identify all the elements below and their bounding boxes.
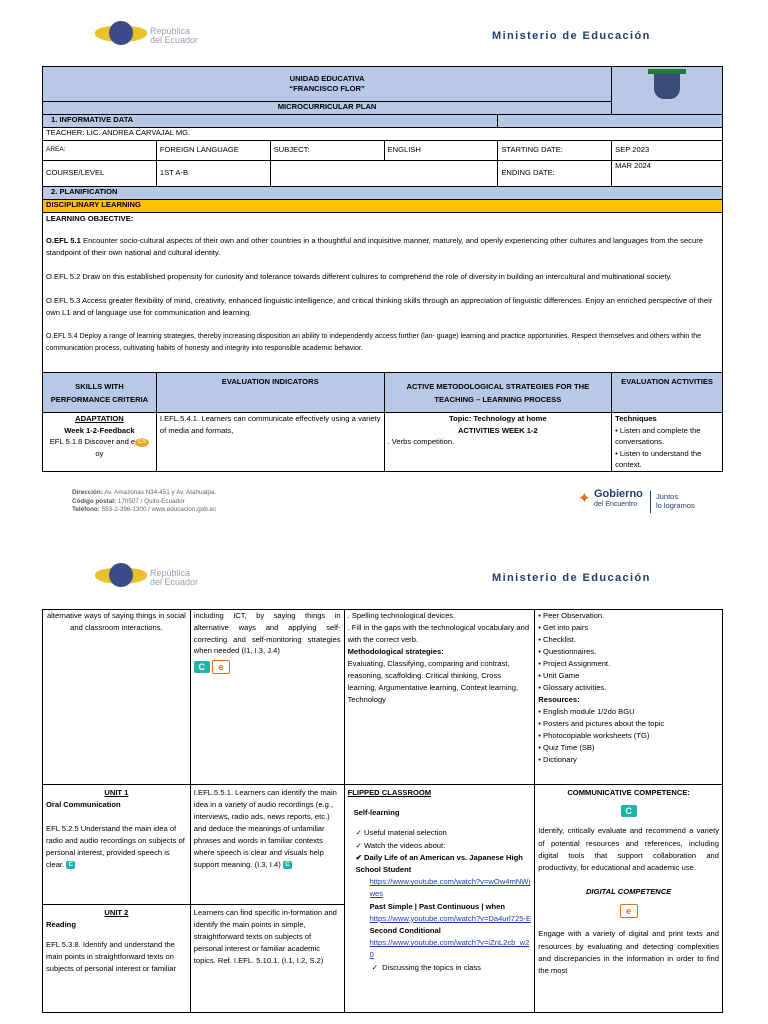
indicator-5-4-1-cont xyxy=(190,610,344,785)
digital-e-icon: e xyxy=(212,660,230,674)
col-header-activities xyxy=(612,373,723,413)
video3-title: Second Conditional xyxy=(369,926,441,936)
republic-line-1: República xyxy=(150,568,191,578)
teacher-cell: TEACHER: LIC. ANDREA CARVAJAL MG. xyxy=(43,128,723,141)
technique-5: • Checklist. xyxy=(538,635,576,644)
flipped-item-material-text: Useful material selection xyxy=(364,828,447,838)
unit1-title: UNIT 1 xyxy=(104,788,129,797)
technique-8: • Unit Game xyxy=(538,671,580,680)
indicator-5-4-1-cell: I.EFL.5.4.1. Learners can communicate effectively using a variety of media and formats, xyxy=(156,413,384,472)
objective-5-1 xyxy=(46,235,719,259)
start-value: SEP 2023 xyxy=(612,141,723,161)
activities-cont-cell xyxy=(535,610,723,785)
section-informative-blank xyxy=(498,115,723,128)
unit1-skill-c-icon: C xyxy=(66,861,75,869)
header-logo-republic-page2 xyxy=(95,562,155,590)
footer-address-block xyxy=(72,489,216,515)
resource-3: • Photocopiable worksheets (TG) xyxy=(538,731,650,740)
video3-link[interactable] xyxy=(370,937,532,961)
digital-competence-e-icon: e xyxy=(620,904,638,918)
unit1-subtitle: Oral Communication xyxy=(46,800,121,809)
end-label: ENDING DATE: xyxy=(498,161,612,187)
footer-postal xyxy=(72,498,216,507)
footer-phone-value: 593-2-396-1300 / www.educacion.gob.ec xyxy=(99,506,217,513)
objective-label: LEARNING OBJECTIVE: xyxy=(46,214,134,223)
skill-5-1-8-cont xyxy=(43,610,191,785)
video1-link[interactable] xyxy=(370,876,532,900)
technique-6: • Questionnaires. xyxy=(538,647,597,656)
flipped-discuss: ✓ Discussing the topics in class xyxy=(371,962,481,972)
skill-5-1-8-cont-text: alternative ways of saying things in social and classroom interactions. xyxy=(46,611,186,632)
cs-badge-icon: CS xyxy=(135,438,149,447)
flipped-item-watch: ✓ Watch the videos about: xyxy=(355,840,446,850)
skill-5-1-8 xyxy=(46,436,153,459)
unit1-indicator-cell xyxy=(190,785,344,905)
section-informative xyxy=(43,115,498,128)
footer-phone-label: Teléfono: xyxy=(72,506,100,513)
unit2-skill-cell xyxy=(43,905,191,1013)
col-header-indicators-label: EVALUATION INDICATORS xyxy=(221,377,319,386)
school-shield-icon xyxy=(654,73,680,99)
objective-5-3: O.EFL 5.3 Access greater flexibility of mind, creativity, enhanced linguistic intelligence, and critical thinking skills through an appreciation of linguistic differences. Enjoy an enriched perspective of their own L1 and of language use for communication and learning. xyxy=(46,296,713,317)
flipped-discuss-text: Discussing the topics in class xyxy=(382,962,481,972)
republic-line-2: del Ecuador xyxy=(150,577,199,587)
video1-title-text: Daily Life of an American vs. Japanese High School Student xyxy=(355,852,523,875)
technique-7: • Project Assignment. xyxy=(538,659,611,668)
unit1-skill-cell xyxy=(43,785,191,905)
footer-postal-value: 170507 / Quito-Ecuador xyxy=(116,497,185,505)
communicative-text: Identify, critically evaluate and recommend a variety of potential resources and references, including digital tools that support collaboration and productivity, for educational and academic use. xyxy=(538,826,719,873)
slogan-line-1: Juntos xyxy=(656,492,679,501)
activity-spelling: . Spelling technological devices. xyxy=(347,611,456,620)
col-header-indicators xyxy=(156,373,384,413)
plan-table-page1 xyxy=(42,66,723,472)
subject-label: SUBJECT: xyxy=(270,141,384,161)
flipped-title: FLIPPED CLASSROOM xyxy=(347,788,432,797)
gobierno-title: Gobierno xyxy=(594,488,643,500)
unit1-skill-text: EFL 5.2.5 Understand the main idea of radio and audio recordings on subjects of personal interest, provided speech is clear. xyxy=(46,824,185,869)
gobierno-divider xyxy=(650,491,651,513)
adaptation-title: ADAPTATION xyxy=(75,414,124,423)
plan-table-page2 xyxy=(42,609,723,1013)
plan-title: MICROCURRICULAR PLAN xyxy=(43,102,612,115)
digital-title: DIGITAL COMPETENCE xyxy=(585,887,672,897)
video3-link-text[interactable]: https://www.youtube.com/watch?v=iZnL2cb_w20 xyxy=(369,938,530,960)
school-shield-cell xyxy=(612,67,723,115)
video2-link[interactable] xyxy=(370,913,532,925)
section-planification-label: 2. PLANIFICATION xyxy=(51,187,118,196)
school-cell xyxy=(43,67,612,102)
objective-5-1-text: Encounter socio-cultural aspects of their own and other countries in a thoughtful and inquisitive manner, maturely, and openly experiencing other cultures and languages from the secure standpoint of their own national and cultural identity. xyxy=(46,236,703,257)
flipped-item-watch-text: Watch the videos about: xyxy=(364,840,446,850)
unit2-indicator-cell: Learners can find specific in-formation and identify the main points in simple, straightforward texts on subjects of personal interest or familiar academic topics. Ref. I.EFL. 5.10.1. (I.1, I.2, S.2) xyxy=(190,905,344,1013)
school-name: UNIDAD EDUCATIVA xyxy=(289,73,365,83)
section-informative-label: 1. INFORMATIVE DATA xyxy=(51,115,134,124)
col-header-strategies: ACTIVE METODOLOGICAL STRATEGIES FOR THE TEACHING – LEARNING PROCESS xyxy=(384,373,612,413)
unit2-subtitle: Reading xyxy=(46,920,76,929)
footer-phone xyxy=(72,506,216,515)
unit1-skill xyxy=(46,823,187,871)
unit1-indicator-c-icon: C xyxy=(283,861,292,869)
gobierno-subtitle: del Encuentro xyxy=(594,501,638,508)
gobierno-slogan xyxy=(656,492,695,510)
activities-week: ACTIVITIES WEEK 1-2 xyxy=(457,425,538,435)
skill-5-1-8-end: oy xyxy=(95,448,104,458)
video2-title: Past Simple | Past Continuous | when xyxy=(369,901,506,911)
objective-5-2: O.EFL 5.2 Draw on this established propensity for curiosity and tolerance towards different cultures to comprehend the role of diversity in building an intercultural and multinational society. xyxy=(46,272,672,281)
technique-3: • Peer Observation. xyxy=(538,611,605,620)
flipped-classroom-cell xyxy=(344,785,535,1013)
section-planification xyxy=(43,187,723,200)
col-header-skills: SKILLS WITH PERFORMANCE CRITERIA xyxy=(43,373,157,413)
self-learning: Self-learning xyxy=(353,808,400,818)
gobierno-star-icon: ✦ xyxy=(578,490,591,507)
week-feedback: Week 1-2-Feedback xyxy=(64,425,135,435)
method-text: Evaluating, Classifying, comparing and contrast, reasoning, scaffolding. Critical thinking, Cross learning, Argumentative learning, Context learning, Technology xyxy=(347,659,519,704)
ministry-label: Ministerio de Educación xyxy=(492,30,651,42)
technique-1: • Listen and complete the conversations. xyxy=(615,425,701,446)
video1-title: ✔ Daily Life of an American vs. Japanese High School Student xyxy=(355,852,523,875)
communicative-competence-c-icon: C xyxy=(621,805,637,817)
subject-value: ENGLISH xyxy=(384,141,498,161)
activity-fill-gaps: . Fill in the gaps with the technological vocabulary and with the correct verb. xyxy=(347,623,530,644)
republic-label-page2 xyxy=(150,569,198,587)
ministry-label-page2: Ministerio de Educación xyxy=(492,572,651,584)
course-blank xyxy=(270,161,498,187)
objective-5-1-code: O.EFL 5.1 xyxy=(46,236,81,245)
col-header-activities-label: EVALUATION ACTIVITIES xyxy=(621,377,713,386)
unit1-indicator-text: I.EFL.5.5.1. Learners can identify the main idea in a variety of audio recordings (e.g., interviews, radio ads, news reports, etc.) and deduce the meanings of unfamiliar phrases and words in familiar contexts where speech is clear and visuals help support meaning. (I.3, I.4) xyxy=(193,788,337,869)
area-label: AREA: xyxy=(43,141,157,161)
course-value: 1ST A-B xyxy=(156,161,270,187)
end-value: MAR 2024 xyxy=(612,161,723,187)
objectives-cell xyxy=(43,213,723,373)
footer-address xyxy=(72,489,216,498)
slogan-line-2: lo logramos xyxy=(656,501,695,510)
resource-5: • Dictionary xyxy=(538,755,577,764)
gobierno-logo xyxy=(578,487,738,517)
indicator-5-4-1-cont-text: including ICT, by saying things in alternative ways and applying self-correcting and self-monitoring strategies when needed (I1, I.3, J.4) xyxy=(193,611,341,656)
technique-2: • Listen to understand the context. xyxy=(615,448,702,469)
footer-postal-label: Código postal: xyxy=(72,497,117,505)
objective-5-4: O.EFL 5.4 Deploy a range of learning strategies, thereby increasing disposition an ability to independently access further (lan- guage) learning and practice opportunities. Respect themselves and others within the communication process, cultivating habits of honesty and integrity into responsible academic behavior. xyxy=(46,333,702,352)
activity-verbs: . Verbs competition. xyxy=(387,437,455,446)
area-value: FOREIGN LANGUAGE xyxy=(156,141,270,161)
technique-4: • Get into pairs xyxy=(538,623,589,632)
unit2-skill: EFL 5.3.8. Identify and understand the main points in straightforward texts on subjects of personal interest or familiar xyxy=(46,940,176,973)
technique-9: • Glossary activities. xyxy=(538,683,607,692)
techniques-label: Techniques xyxy=(615,414,657,423)
strategy-topic-cell xyxy=(384,413,612,472)
republic-line-1: República xyxy=(150,26,191,36)
disciplinary-learning: DISCIPLINARY LEARNING xyxy=(43,200,723,213)
resources-label: Resources: xyxy=(538,695,580,704)
resource-4: • Quiz Time (SB) xyxy=(538,743,595,752)
skill-adaptation-cell xyxy=(43,413,157,472)
video1-link-text[interactable]: https://www.youtube.com/watch?v=wOw4mNWjwes xyxy=(369,877,531,899)
republic-label xyxy=(150,27,198,45)
indicator-icons xyxy=(194,660,341,674)
techniques-cell xyxy=(612,413,723,472)
footer-address-label: Dirección: xyxy=(72,489,103,496)
communicative-c-icon: C xyxy=(194,661,210,673)
school-subname: “FRANCISCO FLOR” xyxy=(289,84,365,93)
video2-link-text[interactable]: https://www.youtube.com/watch?v=Da4url725-E xyxy=(369,913,532,923)
flipped-item-material: ✓ Useful material selection xyxy=(355,828,447,838)
header-logo-republic xyxy=(95,20,155,48)
competence-cell xyxy=(535,785,723,1013)
communicative-title: COMMUNICATIVE COMPETENCE: xyxy=(567,788,690,797)
course-label: COURSE/LEVEL xyxy=(43,161,157,187)
resource-2: • Posters and pictures about the topic xyxy=(538,719,665,728)
strategy-cont-cell xyxy=(344,610,535,785)
footer-address-value: Av. Amazonas N34-451 y Av. Atahualpa. xyxy=(102,489,217,496)
resource-1: • English module 1/2do BGU xyxy=(538,707,635,716)
skill-5-1-8-start: EFL 5.1.8 Discover and e xyxy=(49,437,136,446)
topic-title: Topic: Technology at home xyxy=(449,414,547,423)
digital-text: Engage with a variety of digital and print texts and resources by evaluating and detecting complexities and discrepancies in the information in order to find the most xyxy=(538,929,719,976)
start-label: STARTING DATE: xyxy=(498,141,612,161)
method-label: Methodological strategies: xyxy=(347,647,444,656)
unit2-title: UNIT 2 xyxy=(104,908,129,917)
republic-line-2: del Ecuador xyxy=(150,35,199,45)
